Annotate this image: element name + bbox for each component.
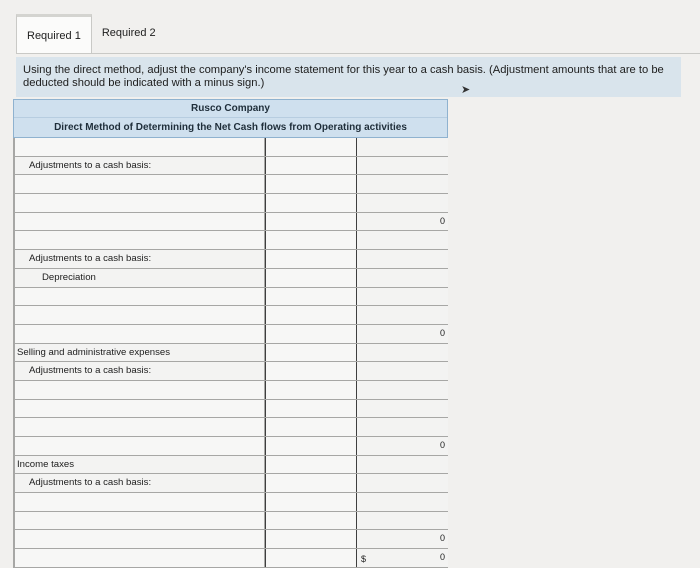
total-cell [357, 269, 448, 287]
table-row [15, 344, 448, 363]
amount-input[interactable] [265, 512, 357, 530]
table-row [15, 250, 448, 269]
total-cell [357, 344, 448, 362]
row-label: Depreciation [15, 269, 265, 287]
subtotal-value: 0 [439, 215, 445, 226]
total-cell [357, 157, 448, 175]
amount-input[interactable] [265, 250, 357, 268]
row-label: Adjustments to a cash basis: [15, 362, 265, 380]
worksheet-rows [13, 138, 448, 568]
row-label: Income taxes [15, 456, 265, 474]
amount-input[interactable] [265, 175, 357, 193]
table-row [15, 269, 448, 288]
line-item-dropdown[interactable] [15, 418, 265, 436]
table-row [15, 362, 448, 381]
amount-input[interactable] [265, 288, 357, 306]
line-item-dropdown[interactable] [15, 288, 265, 306]
table-row [15, 418, 448, 437]
table-row [15, 194, 448, 213]
amount-input[interactable] [265, 194, 357, 212]
amount-input[interactable] [265, 306, 357, 324]
currency-symbol: $ [361, 554, 367, 565]
table-row [15, 437, 448, 456]
table-row [15, 381, 448, 400]
amount-input[interactable] [265, 138, 357, 156]
total-cell [357, 381, 448, 399]
table-row [15, 231, 448, 250]
total-cell [357, 418, 448, 436]
amount-input[interactable] [265, 549, 357, 567]
line-item-dropdown[interactable] [15, 437, 265, 455]
total-cell [357, 288, 448, 306]
amount-input[interactable] [265, 362, 357, 380]
table-row-final [15, 549, 448, 568]
table-row [15, 474, 448, 493]
subtotal-value: 0 [439, 440, 445, 450]
amount-input[interactable] [265, 213, 357, 231]
amount-input[interactable] [265, 325, 357, 343]
amount-input[interactable] [265, 400, 357, 418]
line-item-dropdown[interactable] [15, 194, 265, 212]
tab-bar [16, 14, 168, 54]
subtotal-value: 0 [439, 533, 445, 544]
total-cell [357, 194, 448, 212]
amount-input[interactable] [265, 530, 357, 548]
table-row [15, 530, 448, 549]
line-item-dropdown[interactable] [15, 512, 265, 530]
cash-flow-worksheet [13, 99, 448, 568]
table-row [15, 213, 448, 232]
table-row [15, 306, 448, 325]
total-cell [357, 512, 448, 530]
mouse-cursor-icon: ➤ [461, 84, 471, 96]
table-row [15, 175, 448, 194]
row-label: Adjustments to a cash basis: [15, 250, 265, 268]
table-row [15, 400, 448, 419]
line-item-dropdown[interactable] [15, 213, 265, 231]
total-cell [357, 456, 448, 474]
table-row [15, 456, 448, 475]
total-cell [357, 474, 448, 492]
amount-input[interactable] [265, 231, 357, 249]
line-item-dropdown[interactable] [15, 549, 265, 567]
total-cell [357, 362, 448, 380]
table-row [15, 512, 448, 531]
table-row [15, 138, 448, 157]
row-label: Selling and administrative expenses [15, 344, 265, 362]
total-cell [357, 400, 448, 418]
line-item-dropdown[interactable] [15, 138, 265, 156]
line-item-dropdown[interactable] [15, 530, 265, 548]
table-row [15, 325, 448, 344]
line-item-dropdown[interactable] [15, 306, 265, 324]
line-item-dropdown[interactable] [15, 381, 265, 399]
instruction-text: Using the direct method, adjust the company's income statement for this year to a cash basis. (Adjustment amounts that are to be deducted should be indicated with a minus sign.) [16, 57, 681, 97]
table-row [15, 288, 448, 307]
row-label: Adjustments to a cash basis: [15, 474, 265, 492]
total-cell [357, 306, 448, 324]
amount-input[interactable] [265, 418, 357, 436]
line-item-dropdown[interactable] [15, 231, 265, 249]
net-cash-total [357, 549, 448, 567]
net-cash-value: 0 [439, 552, 445, 563]
amount-input[interactable] [265, 269, 357, 287]
amount-input[interactable] [265, 344, 357, 362]
line-item-dropdown[interactable] [15, 400, 265, 418]
amount-input[interactable] [265, 456, 357, 474]
amount-input[interactable] [265, 437, 357, 455]
line-item-dropdown[interactable] [15, 175, 265, 193]
subtotal-value: 0 [439, 327, 445, 338]
tab-divider [16, 53, 700, 54]
row-label: Adjustments to a cash basis: [15, 157, 265, 175]
total-cell [357, 175, 448, 193]
company-name: Rusco Company [14, 100, 447, 118]
tab-required-1[interactable]: Required 1 [16, 14, 92, 54]
table-row [15, 493, 448, 512]
total-cell [357, 250, 448, 268]
amount-input[interactable] [265, 474, 357, 492]
worksheet-title: Direct Method of Determining the Net Cash flows from Operating activities [54, 122, 407, 133]
worksheet-header [13, 99, 448, 138]
line-item-dropdown[interactable] [15, 325, 265, 343]
total-cell [357, 138, 448, 156]
total-cell [357, 231, 448, 249]
tab-required-2[interactable]: Required 2 [92, 14, 166, 52]
amount-input[interactable] [265, 381, 357, 399]
amount-input[interactable] [265, 157, 357, 175]
table-row [15, 157, 448, 176]
